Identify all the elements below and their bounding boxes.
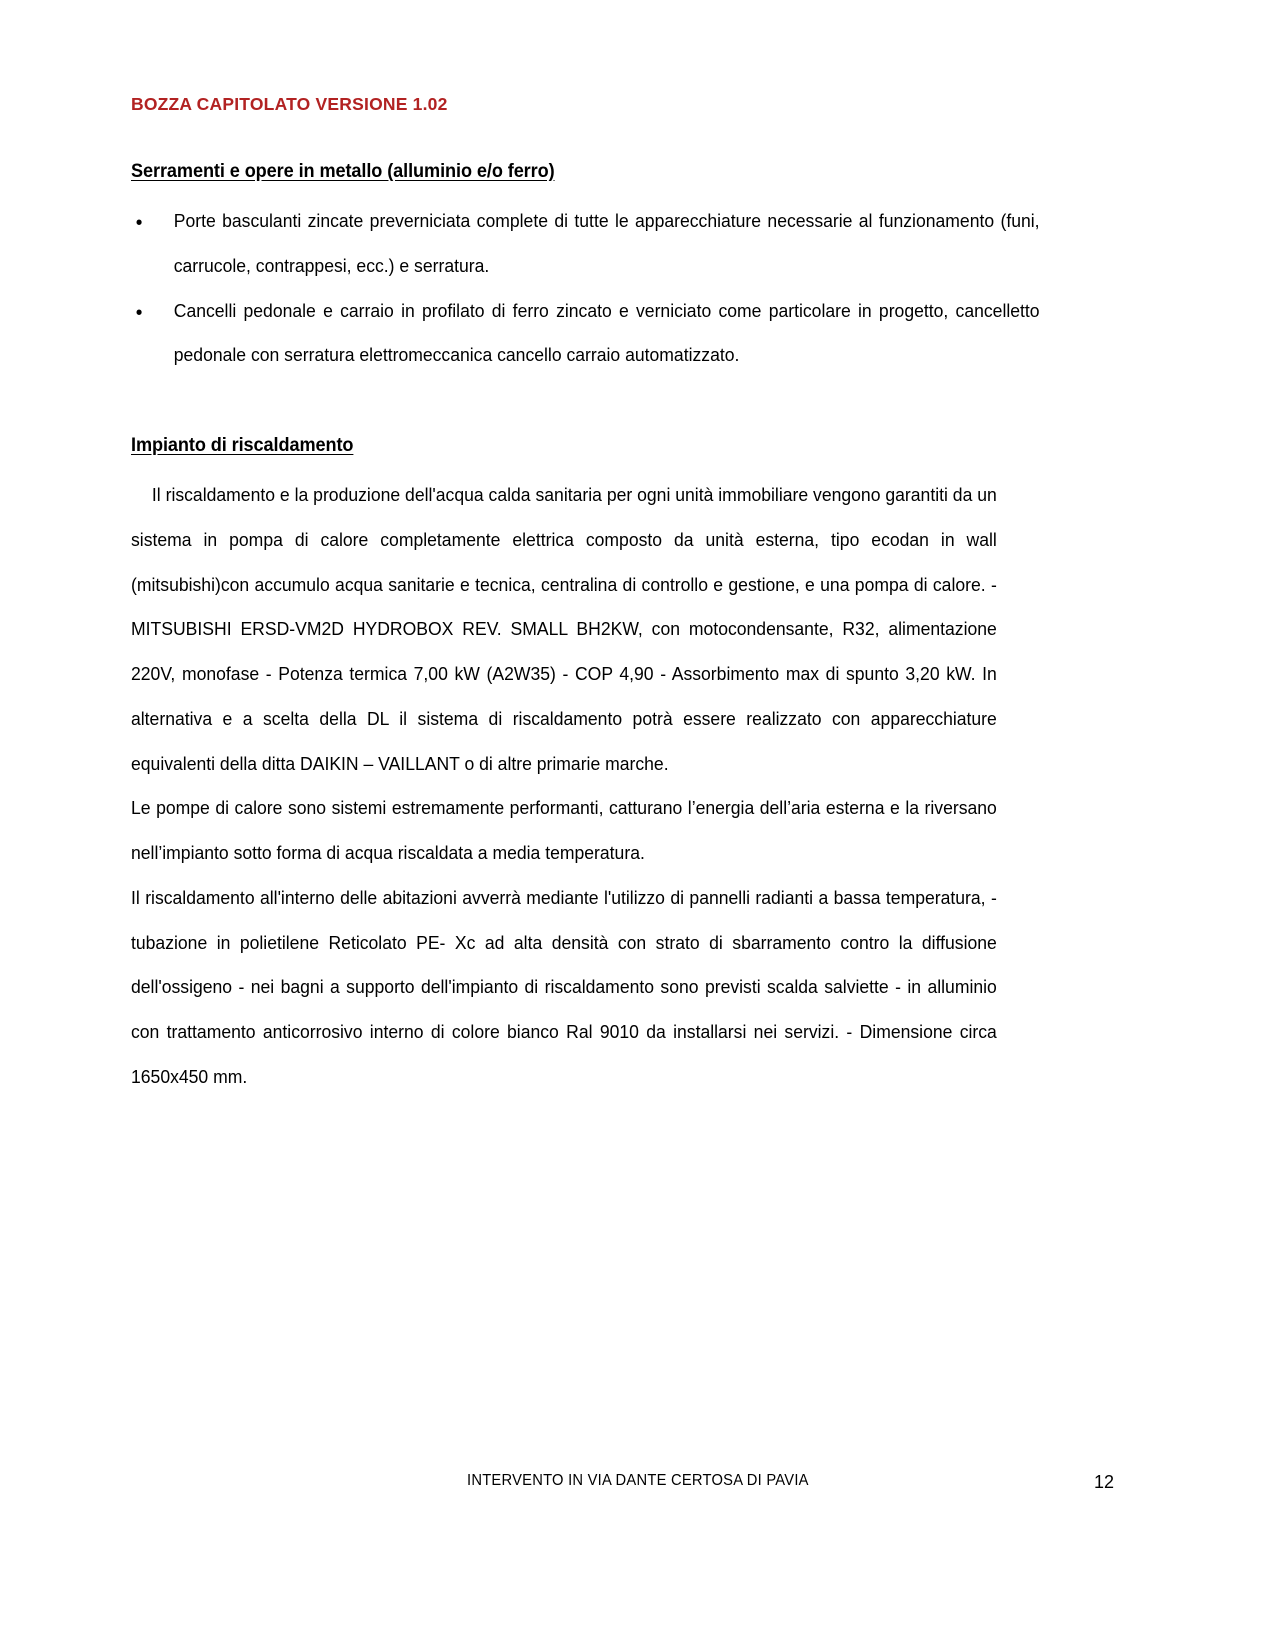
section-heading-serramenti: Serramenti e opere in metallo (alluminio e/o ferro): [131, 160, 555, 182]
list-item: • Porte basculanti zincate preverniciata complete di tutte le apparecchiature necessarie al funzionamento (funi, carrucole, contrappesi, ecc.) e serratura.: [131, 199, 1040, 289]
footer-project-label: INTERVENTO IN VIA DANTE CERTOSA DI PAVIA: [466, 1472, 809, 1489]
document-body: [131, 160, 1061, 1100]
paragraph-pannelli-radianti: Il riscaldamento all'interno delle abitazioni avverrà mediante l'utilizzo di pannelli radianti a bassa temperatura, - tubazione in polietilene Reticolato PE- Xc ad alta densità con strato di sbarramento contro la diffusione dell'ossigeno - nei bagni a supporto dell'impianto di riscaldamento sono previsti scalda salviette - in alluminio con trattamento anticorrosivo interno di colore bianco Ral 9010 da installarsi nei servizi. - Dimensione circa 1650x450 mm.: [131, 886, 997, 1088]
document-header-title: BOZZA CAPITOLATO VERSIONE 1.02: [131, 94, 448, 114]
section-impianto-riscaldamento: [131, 434, 1061, 1100]
paragraph-sistema-pompa-di-calore: Il riscaldamento e la produzione dell'acqua calda sanitaria per ogni unità immobiliare vengono garantiti da un sistema in pompa di calore completamente elettrica composto da unità esterna, tipo ecodan in wall (mitsubishi)con accumulo acqua sanitarie e tecnica, centralina di controllo e gestione, e una pompa di calore. - MITSUBISHI ERSD-VM2D HYDROBOX REV. SMALL BH2KW, con motocondensante, R32, alimentazione 220V, monofase - Potenza termica 7,00 kW (A2W35) - COP 4,90 - Assorbimento max di spunto 3,20 kW. In alternativa e a scelta della DL il sistema di riscaldamento potrà essere realizzato con apparecchiature equivalenti della ditta DAIKIN – VAILLANT o di altre primarie marche.: [131, 484, 997, 774]
section-heading-impianto-riscaldamento: Impianto di riscaldamento: [131, 434, 354, 457]
list-item: • Cancelli pedonale e carraio in profilato di ferro zincato e verniciato come particolare in progetto, cancelletto pedonale con serratura elettromeccanica cancello carraio automatizzato.: [131, 289, 1040, 379]
section-serramenti: [131, 160, 1061, 378]
footer-page-number: 12: [1093, 1472, 1114, 1492]
paragraph-pompe-di-calore-performanti: Le pompe di calore sono sistemi estremamente performanti, catturano l’energia dell’aria esterna e la riversano nell’impianto sotto forma di acqua riscaldata a media temperatura.: [131, 797, 997, 864]
document-footer: [131, 1472, 1144, 1490]
serramenti-bullet-list: [131, 199, 1061, 378]
